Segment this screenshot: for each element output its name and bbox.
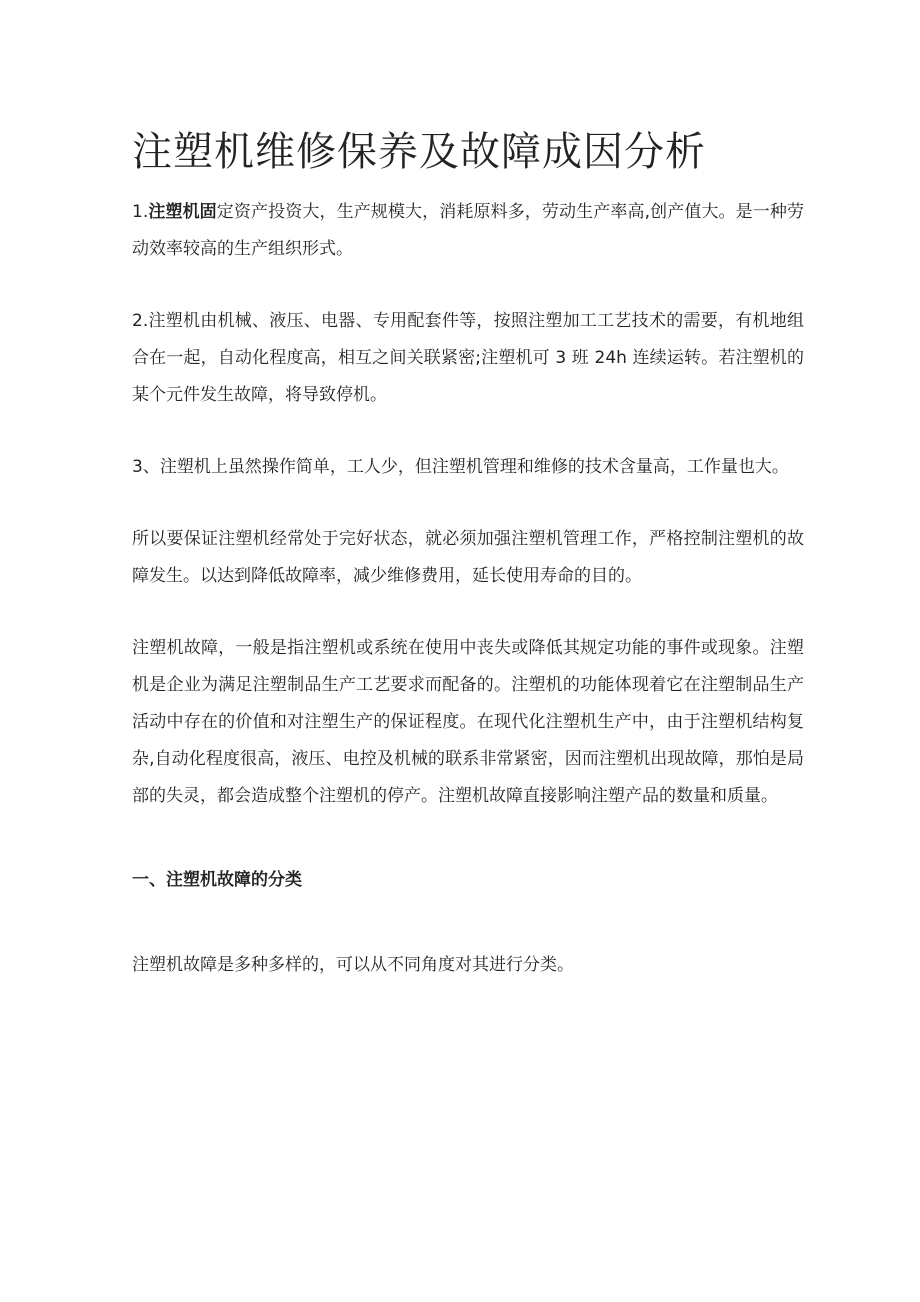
paragraph-1-bold: 注塑机固	[148, 202, 217, 222]
paragraph-1-rest: 定资产投资大，生产规模大，消耗原料多，劳动生产率高,创产值大。是一种劳动效率较高的生产组织形式。	[132, 202, 804, 259]
paragraph-5: 注塑机故障，一般是指注塑机或系统在使用中丧失或降低其规定功能的事件或现象。注塑机是企业为满足注塑制品生产工艺要求而配备的。注塑机的功能体现着它在注塑制品生产活动中存在的价值和对注塑生产的保证程度。在现代化注塑机生产中，由于注塑机结构复杂,自动化程度很高，液压、电控及机械的联系非常紧密，因而注塑机出现故障，那怕是局部的失灵，都会造成整个注塑机的停产。注塑机故障直接影响注塑产品的数量和质量。	[132, 638, 804, 806]
section-heading-1: 一、注塑机故障的分类	[132, 870, 302, 890]
paragraph-1	[132, 194, 804, 268]
paragraph-3: 3、注塑机上虽然操作简单，工人少，但注塑机管理和维修的技术含量高，工作量也大。	[132, 457, 789, 477]
paragraph-6: 注塑机故障是多种多样的，可以从不同角度对其进行分类。	[132, 955, 574, 975]
document-title: 注塑机维修保养及故障成因分析	[132, 129, 706, 175]
document-body	[132, 118, 804, 984]
paragraph-1-lead: 1.	[132, 202, 149, 222]
paragraph-2: 2.注塑机由机械、液压、电器、专用配套件等，按照注塑加工工艺技术的需要，有机地组合在一起，自动化程度高，相互之间关联紧密;注塑机可 3 班 24h 连续运转。若注塑机的某个元件发生故障，将导致停机。	[132, 311, 804, 405]
paragraph-4: 所以要保证注塑机经常处于完好状态，就必须加强注塑机管理工作，严格控制注塑机的故障发生。以达到降低故障率，减少维修费用，延长使用寿命的目的。	[132, 529, 804, 586]
